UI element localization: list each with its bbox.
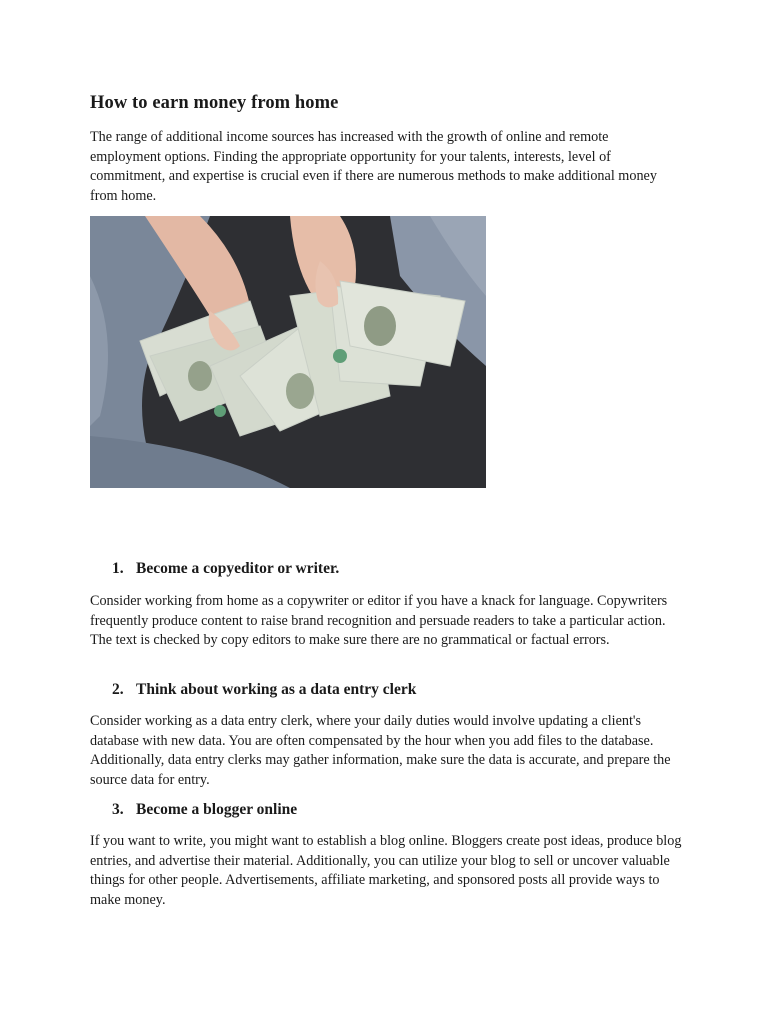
section-number-3: 3. [112,801,124,818]
section-heading-2 [112,681,416,699]
section-heading-3 [112,801,297,819]
section-heading-2-text: Think about working as a data entry clerk [136,681,417,698]
section-heading-3-text: Become a blogger online [136,801,298,818]
intro-paragraph: The range of additional income sources has increased with the growth of online and remote employment options. Finding the appropriate opportunity for your talents, interests, level of commitment, and expertise is crucial even if there are numerous methods to make additional money from home. [90,129,657,204]
section-number-2: 2. [112,681,124,698]
section-number-1: 1. [112,560,124,577]
section-heading-1 [112,560,339,578]
page-title: How to earn money from home [90,93,339,113]
money-photo [90,216,486,488]
section-body-1: Consider working from home as a copywriter or editor if you have a knack for language. Copywriters frequently produce content to raise brand recognition and persuade readers to take a particular action. The text is checked by copy editors to make sure there are no grammatical or factual errors. [90,593,668,649]
section-heading-1-text: Become a copyeditor or writer. [136,560,340,577]
section-body-3: If you want to write, you might want to establish a blog online. Bloggers create post ideas, produce blog entries, and advertise their material. Additionally, you can utilize your blog to sell or uncover valuable things for other people. Advertisements, affiliate marketing, and sponsored posts all provide ways to make money. [90,833,682,908]
section-body-2: Consider working as a data entry clerk, where your daily duties would involve updating a client's database with new data. You are often compensated by the hour when you add files to the database. Additionally, data entry clerks may gather information, make sure the data is accurate, and prepare the source data for entry. [90,713,671,788]
